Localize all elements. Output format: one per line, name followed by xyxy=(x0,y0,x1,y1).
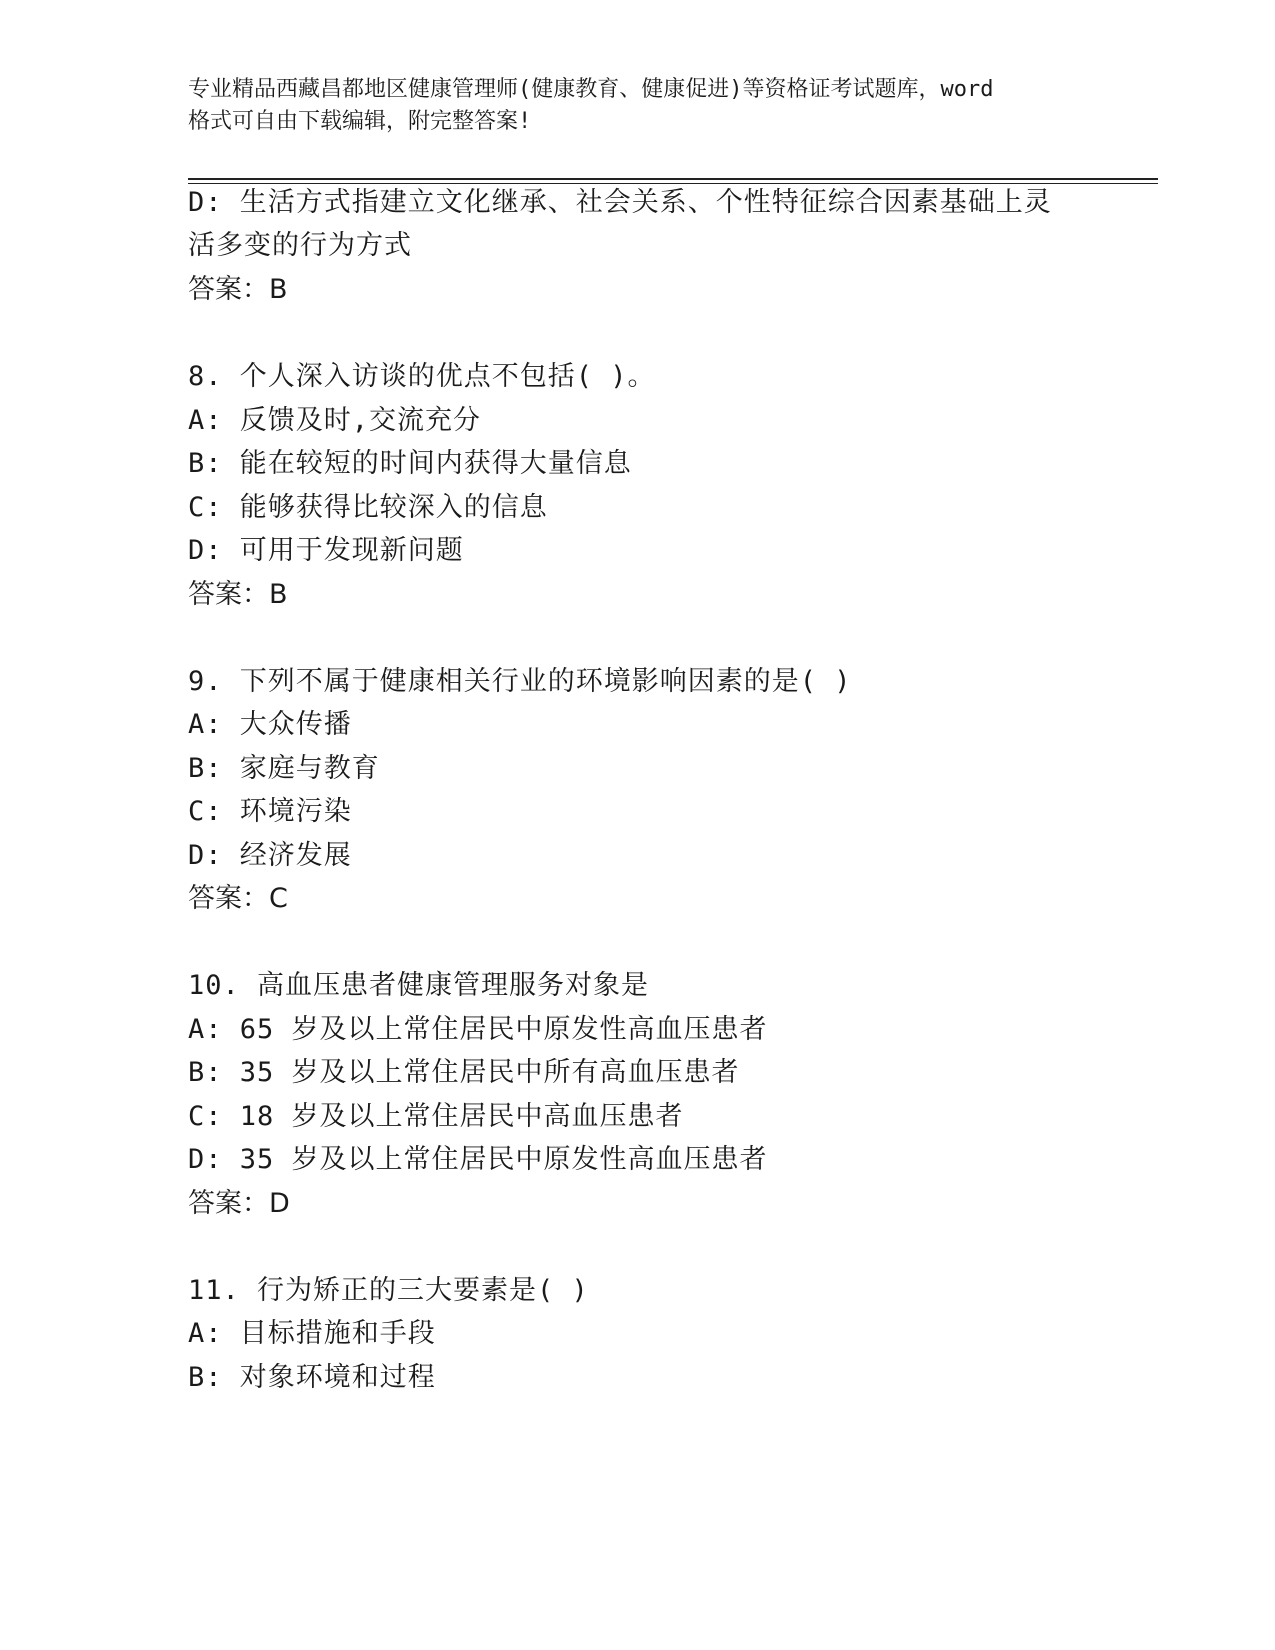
question-9-stem: 9. 下列不属于健康相关行业的环境影响因素的是( ) xyxy=(188,666,852,697)
prev-answer: 答案：B xyxy=(188,274,288,305)
question-10-stem: 10. 高血压患者健康管理服务对象是 xyxy=(188,970,650,1001)
header-divider-thin xyxy=(188,183,1158,184)
question-8-option-b: B: 能在较短的时间内获得大量信息 xyxy=(188,448,632,479)
question-8-option-d: D: 可用于发现新问题 xyxy=(188,535,464,566)
prev-option-d-line-2: 活多变的行为方式 xyxy=(188,230,412,261)
header-line-1: 专业精品西藏昌都地区健康管理师(健康教育、健康促进)等资格证考试题库，word xyxy=(188,77,994,102)
question-11-option-b: B: 对象环境和过程 xyxy=(188,1362,436,1393)
question-8-option-c: C: 能够获得比较深入的信息 xyxy=(188,492,548,523)
prev-option-d-line-1: D: 生活方式指建立文化继承、社会关系、个性特征综合因素基础上灵 xyxy=(188,187,1052,218)
question-9-option-d: D: 经济发展 xyxy=(188,840,352,871)
question-9-option-c: C: 环境污染 xyxy=(188,796,352,827)
question-9-option-b: B: 家庭与教育 xyxy=(188,753,380,784)
question-10-option-b: B: 35 岁及以上常住居民中所有高血压患者 xyxy=(188,1057,740,1088)
question-8-option-a: A: 反馈及时,交流充分 xyxy=(188,405,482,436)
question-8-stem: 8. 个人深入访谈的优点不包括( )。 xyxy=(188,361,656,392)
question-10-answer: 答案：D xyxy=(188,1188,290,1219)
document-header xyxy=(188,74,1088,138)
question-8-answer: 答案：B xyxy=(188,579,288,610)
header-divider-thick xyxy=(188,178,1158,180)
question-9-answer: 答案：C xyxy=(188,883,288,914)
question-11-stem: 11. 行为矫正的三大要素是( ) xyxy=(188,1275,589,1306)
question-10-option-c: C: 18 岁及以上常住居民中高血压患者 xyxy=(188,1101,684,1132)
header-line-2: 格式可自由下载编辑，附完整答案! xyxy=(188,109,532,134)
question-11-option-a: A: 目标措施和手段 xyxy=(188,1318,436,1349)
question-9-option-a: A: 大众传播 xyxy=(188,709,352,740)
question-10-option-d: D: 35 岁及以上常住居民中原发性高血压患者 xyxy=(188,1144,768,1175)
question-10-option-a: A: 65 岁及以上常住居民中原发性高血压患者 xyxy=(188,1014,768,1045)
